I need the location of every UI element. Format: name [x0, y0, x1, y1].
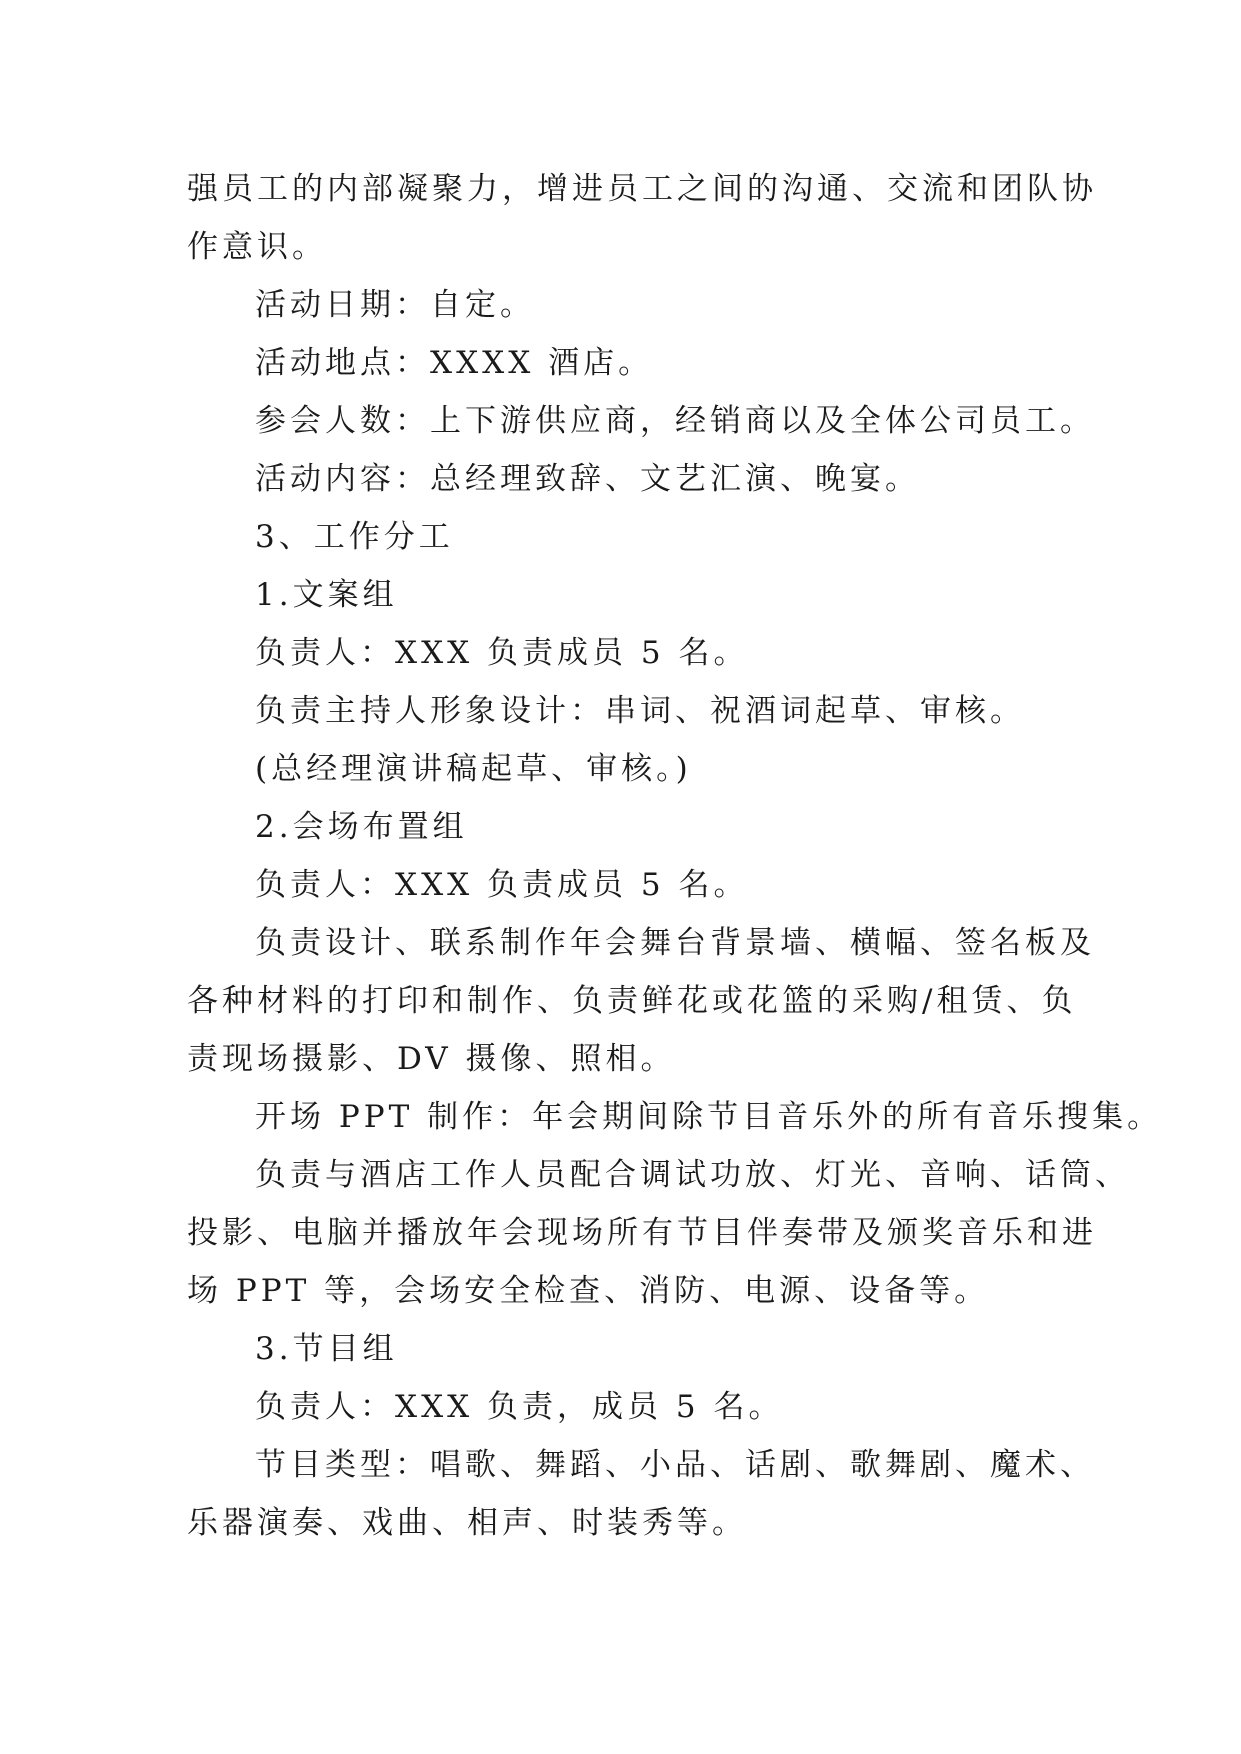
paragraph-line: 投影、电脑并播放年会现场所有节目伴奏带及颁奖音乐和进	[187, 1215, 1097, 1251]
paragraph-line: 负责主持人形象设计：串词、祝酒词起草、审核。	[255, 693, 1025, 729]
section-heading: 3、工作分工	[255, 519, 454, 555]
paragraph-line: 作意识。	[187, 229, 327, 265]
paragraph-line: 强员工的内部凝聚力，增进员工之间的沟通、交流和团队协	[187, 171, 1097, 207]
paragraph-line: 负责人：XXX 负责，成员 5 名。	[255, 1389, 784, 1425]
paragraph-line: 负责设计、联系制作年会舞台背景墙、横幅、签名板及	[255, 925, 1095, 961]
paragraph-line: 节目类型：唱歌、舞蹈、小品、话剧、歌舞剧、魔术、	[255, 1447, 1095, 1483]
paragraph-line: 负责人：XXX 负责成员 5 名。	[255, 635, 749, 671]
paragraph-line: 各种材料的打印和制作、负责鲜花或花篮的采购/租赁、负	[187, 983, 1077, 1019]
attendees-line: 参会人数：上下游供应商，经销商以及全体公司员工。	[255, 403, 1095, 439]
paragraph-line: 场 PPT 等，会场安全检查、消防、电源、设备等。	[187, 1273, 990, 1309]
paragraph-line: 负责人：XXX 负责成员 5 名。	[255, 867, 749, 903]
paragraph-line: (总经理演讲稿起草、审核。)	[255, 751, 692, 787]
subsection-heading: 2.会场布置组	[255, 809, 468, 845]
paragraph-line: 责现场摄影、DV 摄像、照相。	[187, 1041, 676, 1077]
paragraph-line: 负责与酒店工作人员配合调试功放、灯光、音响、话筒、	[255, 1157, 1130, 1193]
document-body	[187, 160, 1163, 1552]
paragraph-line: 乐器演奏、戏曲、相声、时装秀等。	[187, 1505, 747, 1541]
paragraph-line: 开场 PPT 制作：年会期间除节目音乐外的所有音乐搜集。	[255, 1099, 1163, 1135]
subsection-heading: 3.节目组	[255, 1331, 398, 1367]
event-venue-line: 活动地点：XXXX 酒店。	[255, 345, 654, 381]
subsection-heading: 1.文案组	[255, 577, 398, 613]
event-content-line: 活动内容：总经理致辞、文艺汇演、晚宴。	[255, 461, 920, 497]
event-date-line: 活动日期：自定。	[255, 287, 535, 323]
